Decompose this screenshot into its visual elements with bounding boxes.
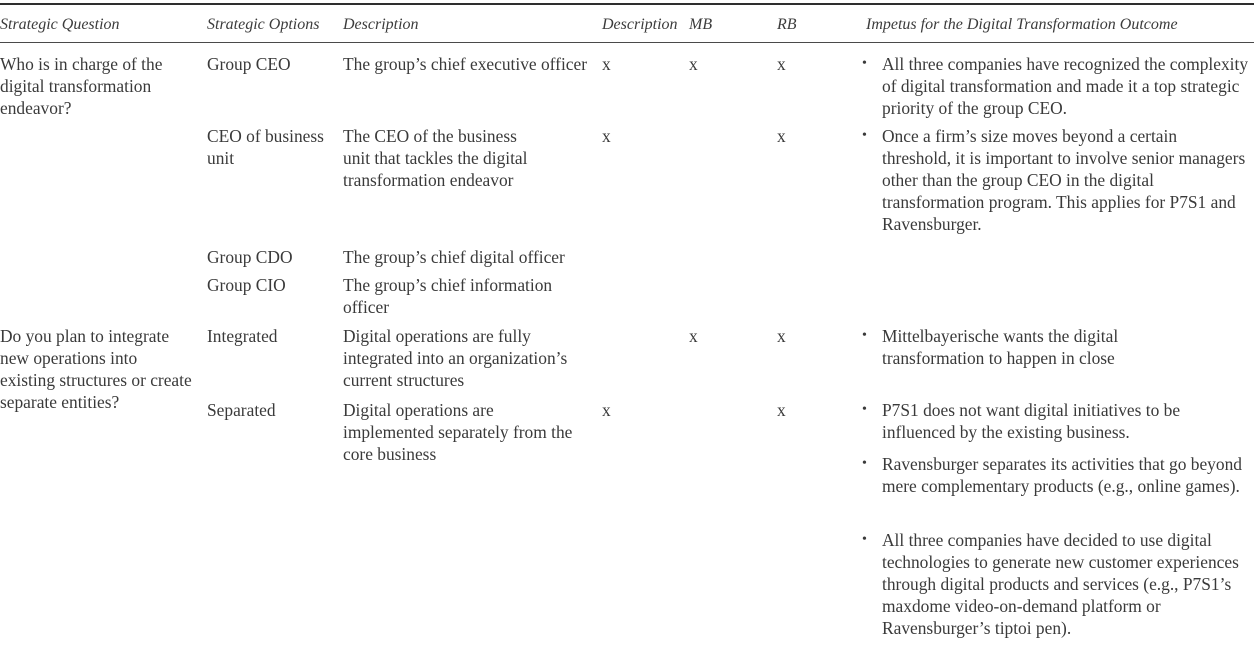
bullet-icon: •	[862, 532, 867, 547]
header-rb: RB	[777, 16, 797, 33]
option-integrated: Integrated	[207, 326, 278, 346]
impetus-item: • All three companies have decided to use digital technologies to generate new customer experiences through digital products and services (e.g., P7S1’s maxdome video-on-demand platform or Ravensburger’s tiptoi pen).	[862, 530, 1239, 638]
description-separated: Digital operations are implemented separately from the core business	[343, 400, 573, 464]
mark-rb-integrated: x	[777, 326, 786, 346]
question-who-in-charge: Who is in charge of the digital transformation endeavor?	[0, 54, 163, 118]
description-group-cio: The group’s chief information officer	[343, 275, 553, 317]
header-description: Description	[343, 16, 419, 33]
option-group-ceo: Group CEO	[207, 54, 291, 74]
bullet-icon: •	[862, 402, 867, 417]
impetus-item: • Once a firm’s size moves beyond a certain threshold, it is important to involve senior managers other than the group CEO in the digital transformation program. This applies for P7S1 and Ravensburger.	[862, 126, 1246, 234]
option-separated: Separated	[207, 400, 276, 420]
header-strategic-question: Strategic Question	[0, 16, 120, 33]
impetus-item: • Mittelbayerische wants the digital transformation to happen in close	[862, 326, 1119, 368]
bullet-icon: •	[862, 456, 867, 471]
description-group-cdo: The group’s chief digital officer	[343, 247, 565, 267]
question-integrate-or-separate: Do you plan to integrate new operations into existing structures or create separate entities?	[0, 326, 192, 412]
description-group-ceo: The group’s chief executive officer	[343, 54, 588, 74]
table-top-rule	[0, 3, 1254, 5]
header-description-mark: Description	[602, 16, 678, 33]
impetus-item: • All three companies have recognized the complexity of digital transformation and made it a top strategic priority of the group CEO.	[862, 54, 1249, 118]
mark-description-ceo-business-unit: x	[602, 126, 611, 146]
mark-mb-integrated: x	[689, 326, 698, 346]
impetus-item: • Ravensburger separates its activities that go beyond mere complementary products (e.g., online games).	[862, 454, 1242, 496]
option-group-cdo: Group CDO	[207, 247, 293, 267]
bullet-icon: •	[862, 128, 867, 143]
option-ceo-business-unit: CEO of business unit	[207, 126, 324, 168]
header-strategic-options: Strategic Options	[207, 16, 320, 33]
mark-description-group-ceo: x	[602, 54, 611, 74]
bullet-icon: •	[862, 56, 867, 71]
impetus-item: • P7S1 does not want digital initiatives to be influenced by the existing business.	[862, 400, 1181, 442]
mark-mb-group-ceo: x	[689, 54, 698, 74]
description-integrated: Digital operations are fully integrated into an organization’s current structures	[343, 326, 568, 390]
header-mb: MB	[689, 16, 713, 33]
mark-rb-ceo-business-unit: x	[777, 126, 786, 146]
mark-rb-separated: x	[777, 400, 786, 420]
mark-description-separated: x	[602, 400, 611, 420]
bullet-icon: •	[862, 328, 867, 343]
header-impetus: Impetus for the Digital Transformation Outcome	[866, 16, 1178, 33]
mark-rb-group-ceo: x	[777, 54, 786, 74]
description-ceo-business-unit: The CEO of the business unit that tackles the digital transformation endeavor	[343, 126, 528, 190]
header-rule	[0, 42, 1254, 43]
option-group-cio: Group CIO	[207, 275, 286, 295]
